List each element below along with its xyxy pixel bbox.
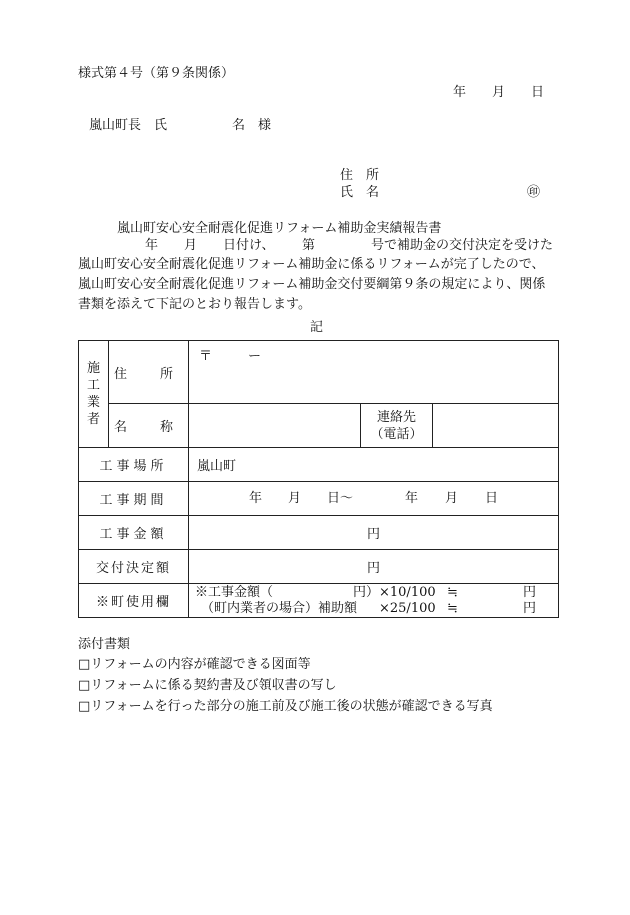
table-row [79,482,559,516]
town-use-label: ※町使用欄 [79,584,189,618]
contractor-label: 施 工 業 者 [79,341,109,448]
table-row [79,550,559,584]
period-label: 工事期間 [79,482,189,516]
date-year-label: 年 [453,85,467,100]
period-month-1: 月 [288,490,302,506]
document-title: 嵐山町安心安全耐震化促進リフォーム補助金実績報告書 [117,221,442,236]
grant-label: 交付決定額 [79,550,189,584]
town-use-cell [189,584,559,618]
attachment-item: □リフォームを行った部分の施工前及び施工後の状態が確認できる写真 [78,699,493,714]
ki-mark: 記 [310,320,324,335]
period-year-2: 年 [405,490,419,506]
town-line2-a: （町内業者の場合）補助額 [201,600,358,616]
applicant-address-label: 住 所 [340,168,380,183]
grant-unit: 円 [189,550,559,584]
contractor-name-label: 名 称 [109,404,189,448]
contact-label: 連絡先 （電話） [361,404,433,448]
body-line4: 書類を添えて下記のとおり報告します。 [78,297,311,312]
report-table [78,340,559,618]
town-line1-unit: 円 [523,584,537,600]
body-line1-month: 月 [184,238,198,253]
body-line2: 嵐山町安心安全耐震化促進リフォーム補助金に係るリフォームが完了したので、 [78,257,545,272]
period-month-2: 月 [445,490,459,506]
table-row [79,341,559,404]
body-line1-year: 年 [145,238,159,253]
seal-mark: ㊞ [527,185,541,200]
body-line3: 嵐山町安心安全耐震化促進リフォーム補助金交付要綱第９条の規定により、関係 [78,277,546,292]
period-day-1: 日～ [327,490,354,506]
cost-unit: 円 [189,516,559,550]
table-row [79,404,559,448]
date-month-label: 月 [492,85,506,100]
body-line1-no: 第 [302,238,316,253]
form-number: 様式第４号（第９条関係） [78,66,235,81]
town-line1-a: ※工事金額（ [195,584,274,600]
attachment-item: □リフォームの内容が確認できる図面等 [78,657,311,672]
period-year-1: 年 [249,490,263,506]
postal-mark: 〒 [199,349,213,364]
contractor-address-label: 住 所 [109,341,189,404]
table-row [79,516,559,550]
body-line1-dated: 日付け、 [223,238,275,253]
applicant-name-label: 氏 名 [340,185,380,200]
period-day-2: 日 [485,490,499,506]
attachment-item: □リフォームに係る契約書及び領収書の写し [78,678,337,693]
town-line2-unit: 円 [523,600,537,616]
table-row [79,448,559,482]
attachments-title: 添付書類 [78,637,131,652]
site-label: 工事場所 [79,448,189,482]
cost-label: 工事金額 [79,516,189,550]
contractor-name-cell [189,404,361,448]
contractor-address-cell [189,341,559,404]
postal-dash: ー [248,349,262,364]
town-line1-approx: ≒ [447,584,458,600]
body-line1-rest: 号で補助金の交付決定を受けた [371,238,554,253]
town-line1-b: 円）×10/100 [353,584,436,600]
contact-cell [433,404,559,448]
town-line2-approx: ≒ [447,600,458,616]
addressee: 嵐山町長 氏 名 様 [89,118,272,133]
town-line2-b: ×25/100 [379,600,436,616]
period-cell [189,482,559,516]
date-day-label: 日 [531,85,545,100]
table-row [79,584,559,618]
site-value: 嵐山町 [189,448,559,482]
